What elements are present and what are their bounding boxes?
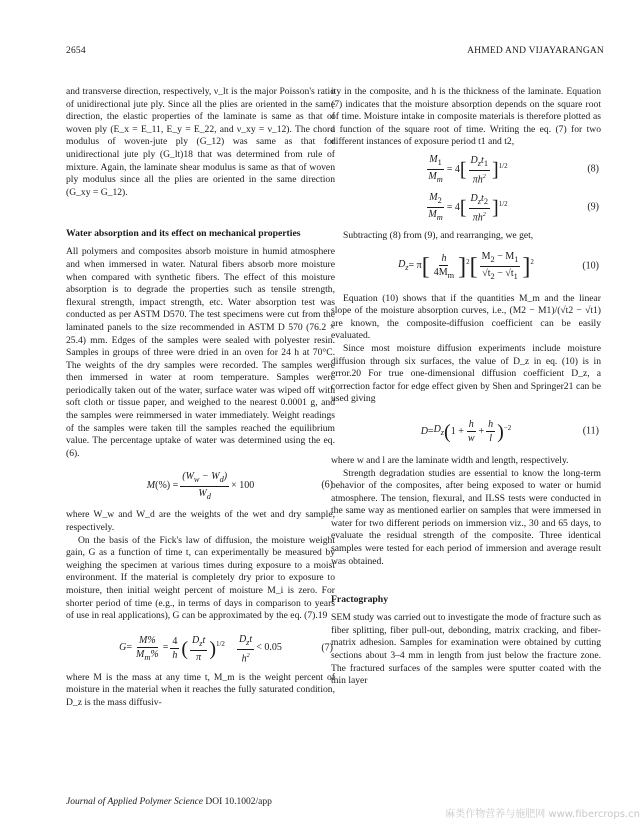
right-paragraph-4: Since most moisture diffusion experiments include moisture diffusion through six surfaces, the value of D_z in eq. (10) is in error.20 For true one-dimensional diffusion coefficient D_z, a correction factor for edge effect given by Shen and Springer21 can be used giving	[331, 342, 601, 405]
left-paragraph-4: On the basis of the Fick's law of diffusion, the moisture weight gain, G as a function of time t, can experimentally be measured by weighing the specimen at various times during exposure to a moist environment. If the material is completely dry prior to exposure to moisture, then initial weight percent of moisture M_i is zero. For shorter period of time (e.g., in terms of days in comparison to years of use in real applications), G can be approximated by the eq. (7).19	[66, 534, 335, 622]
right-paragraph-2: Subtracting (8) from (9), and rearranging, we get,	[343, 229, 534, 241]
right-paragraph-5: where w and l are the laminate width and length, respectively.	[331, 454, 569, 466]
right-paragraph-6: Strength degradation studies are essential to know the long-term behavior of the composites, after being exposed to water or humid atmosphere. The tension, flexural, and ILSS tests were conducted in the same way as mentioned earlier on samples that were immersed in water for two different periods on immersion viz., 30 and 65 days, to evaluate the residual strength of the composite. Three identical samples were tested for each period of immersion and average result was obtained.	[331, 467, 601, 567]
equation-8: $\frac{M_1}{M_m}$ = 4 [ $D_zt_1$ $\pi h^2$ ] 1/2 (8)	[428, 154, 599, 186]
watermark: 麻类作物营养与施肥网 www.fibercrops.cn	[445, 809, 640, 820]
equation-10-number: (10)	[582, 260, 599, 272]
right-paragraph-7: SEM study was carried out to investigate the mode of fracture such as fiber splitting, fiber pull-out, debonding, matrix cracking, and fiber-matrix adhesion. Samples for examination were obtained by cutting sections about 3–4 mm in length from just below the fracture zone. The fractured surfaces of the samples were sputter coated with the thin layer	[331, 612, 601, 687]
section-title-fractography: Fractography	[331, 594, 389, 606]
equation-7: G = $\frac{M\%}{M_m\%}$ = $\frac{4}{h}$ ( $D_zt$ π ) 1/2 $D_zt$ $h^2$ < 0.05 (7)	[119, 633, 333, 664]
section-title-water-absorption: Water absorption and its effect on mechanical properties	[66, 228, 301, 240]
footer-journal: Journal of Applied Polymer Science	[66, 797, 204, 807]
equation-11-number: (11)	[582, 425, 599, 437]
page-number: 2654	[66, 46, 86, 56]
right-paragraph-1: ity in the composite, and h is the thickness of the laminate. Equation (7) indicates that the moisture absorption depends on the square root of time. Moisture intake in composite materials is therefore plotted as a function of the square root of time. Writing the eq. (7) for two different instances of exposure period t1 and t2,	[331, 86, 601, 148]
equation-10: $D_z$ = π [ h $4M_m$ ] 2 [ $M_2 - M_1$ $√t_2 - √t_1$ ] 2 (10)	[398, 251, 599, 282]
equation-6: M (%) = $\frac{(W_w - W_d)}{W_d}$ × 100 (6)	[146, 470, 333, 501]
left-column	[66, 86, 335, 710]
equation-8-number: (8)	[587, 163, 599, 175]
equation-6-number: (6)	[321, 480, 333, 492]
equation-9-number: (9)	[587, 201, 599, 213]
running-head: AHMED AND VIJAYARANGAN	[467, 46, 604, 56]
left-paragraph-1: and transverse direction, respectively, ν_lt is the major Poisson's ratio of unidirectional jute ply. Since all the plies are oriented in the same direction, the elastic properties of the laminate is same as that of woven ply (E_x = E_11, E_y = E_22, and ν_xy = ν_12). The chord modulus of woven-jute ply (G_12) was same as that for unidirectional jute ply (G_lt)18 that was determined from rule of mixture. Again, the laminate shear modulus is same as that of woven ply modulus since all the plies are oriented in the same direction (G_xy = G_12).	[66, 86, 335, 198]
equation-9: $\frac{M_2}{M_m}$ = 4 [ $D_zt_2$ $\pi h^2$ ] 1/2 (9)	[428, 192, 599, 224]
equation-11: D = $D_z$ ( 1 + $\frac{h}{w}$ + $\frac{h}{l}$ ) −2 (11)	[420, 419, 599, 445]
page-footer	[66, 797, 272, 807]
right-column	[331, 86, 601, 688]
left-paragraph-2: All polymers and composites absorb moisture in humid atmosphere and when immersed in water. Natural fibers absorb more moisture when compared with synthetic fibers. The effect of this moisture absorption is to degrade the properties such as tensile strength, flexural strength, impact strength, etc. Water absorption test was conducted as per ASTM D570. The test specimens were cut from the laminated panels to the size recommended in ASTM D 570 (76.2 × 25.4) mm. Edges of the samples were sealed with polyester resin. Samples in groups of three were dried in an oven for 24 h at 70°C. The weights of the dry samples were recorded. The samples were then immersed in water at room temperature. Samples were periodically taken out of the water, surface water was wiped off with soft cloth or tissue paper, and weighed to the nearest 0.0001 g, and the samples were reimmersed in water immediately. Weight readings of the samples were taken till the samples reached the equilibrium value. The percentage uptake of water was determined using the eq. (6).	[66, 246, 335, 459]
left-paragraph-5: where M is the mass at any time t, M_m is the weight percent of moisture in the material when it reaches the fully saturated condition, D_z is the mass diffusiv-	[66, 671, 335, 708]
equation-7-number: (7)	[321, 642, 333, 654]
left-paragraph-3: where W_w and W_d are the weights of the wet and dry sample, respectively.	[66, 509, 335, 534]
footer-doi: DOI 10.1002/app	[205, 797, 272, 807]
right-paragraph-3: Equation (10) shows that if the quantities M_m and the linear slope of the moisture absorption curves, i.e., (M2 − M1)/(√t2 − √t1) are known, the composite-diffusion coefficient can be easily evaluated.	[331, 292, 601, 342]
